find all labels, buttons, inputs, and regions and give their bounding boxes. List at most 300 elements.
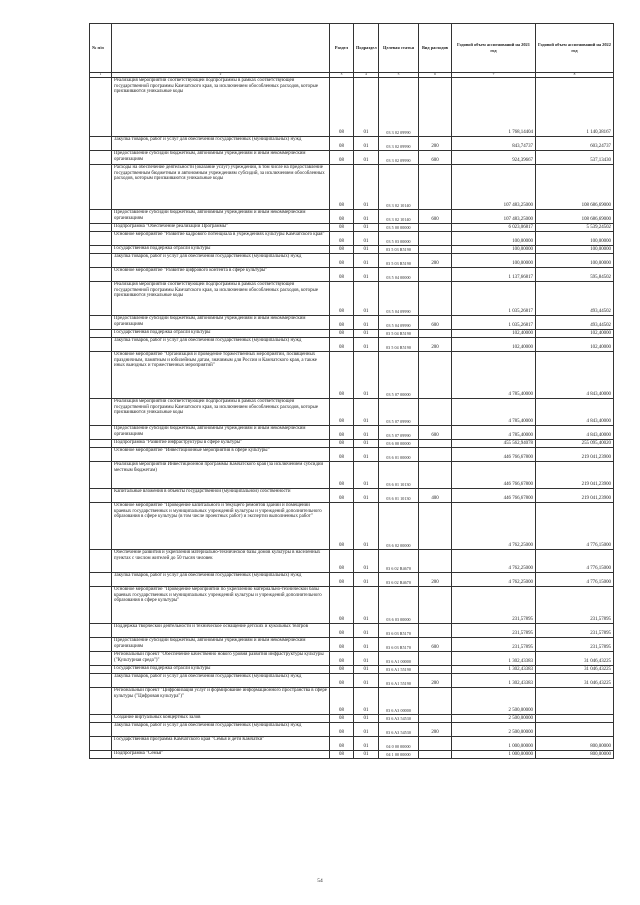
row-amount-2021: 1 302,43383 xyxy=(452,652,536,666)
column-number: 7 xyxy=(452,73,536,78)
table-row xyxy=(90,666,614,674)
row-razdel: 08 xyxy=(330,688,354,715)
row-amount-2021: 2 500,00000 xyxy=(452,723,536,737)
table-row xyxy=(90,573,614,587)
row-razdel: 08 xyxy=(330,254,354,268)
row-amount-2021: 455 562,94078 xyxy=(452,440,536,448)
row-amount-2021: 102,40000 xyxy=(452,338,536,352)
row-amount-2022: 603,24737 xyxy=(536,137,614,151)
row-num xyxy=(90,268,112,282)
row-name: Реализация мероприятий соответствующей подпрограммы в рамках соответствующей государственной программы Камчатского края, за исключением обособленных расходов, которые присваиваются уникальные коды xyxy=(112,399,330,426)
row-podrazdel: 01 xyxy=(354,550,379,573)
row-csr: 03 5 04 R5190 xyxy=(379,330,419,338)
header-razdel: Раздел xyxy=(330,24,354,73)
table-row xyxy=(90,210,614,224)
row-razdel: 08 xyxy=(330,587,354,624)
row-amount-2022: 4 843,40000 xyxy=(536,399,614,426)
row-amount-2022: 108 686,69000 xyxy=(536,165,614,210)
row-razdel: 08 xyxy=(330,165,354,210)
row-amount-2021: 1 035,26817 xyxy=(452,282,536,316)
row-csr: 03 5 07 00000 xyxy=(379,352,419,399)
row-csr: 03 6 A3 00000 xyxy=(379,688,419,715)
row-vr: 200 xyxy=(419,338,452,352)
row-vr xyxy=(419,232,452,246)
row-podrazdel: 01 xyxy=(354,232,379,246)
header-row xyxy=(90,24,614,73)
row-razdel: 08 xyxy=(330,151,354,165)
row-podrazdel: 01 xyxy=(354,723,379,737)
row-num xyxy=(90,254,112,268)
row-vr xyxy=(419,78,452,137)
row-amount-2022: 4 843,40000 xyxy=(536,426,614,440)
row-num xyxy=(90,151,112,165)
row-amount-2022: 231,57895 xyxy=(536,624,614,638)
row-amount-2021: 4 785,40000 xyxy=(452,426,536,440)
row-num xyxy=(90,338,112,352)
row-csr: 03 3 02 09990 xyxy=(379,137,419,151)
row-amount-2021: 231,57895 xyxy=(452,624,536,638)
table-row xyxy=(90,338,614,352)
table-row xyxy=(90,246,614,254)
row-podrazdel: 01 xyxy=(354,165,379,210)
row-name: Предоставление субсидий бюджетным, автономным учреждениям и иным некоммерческим организациям xyxy=(112,426,330,440)
row-csr: 03 3 02 10140 xyxy=(379,210,419,224)
row-amount-2021: 100,00000 xyxy=(452,246,536,254)
row-razdel: 08 xyxy=(330,448,354,462)
row-amount-2021: 102,40000 xyxy=(452,330,536,338)
table-row xyxy=(90,624,614,638)
row-amount-2022: 231,57895 xyxy=(536,587,614,624)
row-csr: 03 6 01 10130 xyxy=(379,489,419,503)
table-row xyxy=(90,751,614,759)
row-podrazdel: 01 xyxy=(354,715,379,723)
row-num xyxy=(90,78,112,137)
row-name: Подпрограмма "Семья" xyxy=(112,751,330,759)
row-amount-2021: 107 483,25000 xyxy=(452,165,536,210)
row-razdel: 08 xyxy=(330,426,354,440)
row-podrazdel: 01 xyxy=(354,652,379,666)
row-num xyxy=(90,715,112,723)
row-name: Предоставление субсидий бюджетным, автономным учреждениям и иным некоммерческим организациям xyxy=(112,210,330,224)
row-name: Основное мероприятие "Организация и проведение торжественных мероприятий, посвященных праздничным, памятным и юбилейным датам, значимым для России и Камчатского края, а также иных выездных и торжественных мероприятий" xyxy=(112,352,330,399)
header-2021: Годовой объем ассигнований на 2021 год xyxy=(452,24,536,73)
row-amount-2022: 255 095,40020 xyxy=(536,440,614,448)
row-name: Закупка товаров, работ и услуг для обеспечения государственных (муниципальных) нужд xyxy=(112,137,330,151)
row-num xyxy=(90,751,112,759)
row-num xyxy=(90,440,112,448)
table-row xyxy=(90,440,614,448)
row-name: Предоставление субсидий бюджетным, автономным учреждениям и иным некоммерческим организациям xyxy=(112,316,330,330)
row-csr: 03 6 02 R4670 xyxy=(379,550,419,573)
row-podrazdel: 01 xyxy=(354,751,379,759)
row-csr: 03 6 00 00000 xyxy=(379,440,419,448)
row-csr: 03 6 03 R5170 xyxy=(379,638,419,652)
row-amount-2022: 800,00000 xyxy=(536,751,614,759)
row-csr: 03 5 07 09990 xyxy=(379,426,419,440)
row-vr xyxy=(419,550,452,573)
row-amount-2022: 595,84502 xyxy=(536,268,614,282)
row-razdel: 08 xyxy=(330,224,354,232)
row-vr xyxy=(419,448,452,462)
row-name: Закупка товаров, работ и услуг для обеспечения государственных (муниципальных) нужд xyxy=(112,338,330,352)
row-amount-2022 xyxy=(536,688,614,715)
row-podrazdel: 01 xyxy=(354,573,379,587)
row-vr: 600 xyxy=(419,210,452,224)
row-amount-2021: 1 000,00000 xyxy=(452,751,536,759)
row-csr: 03 3 02 09990 xyxy=(379,151,419,165)
column-number: 4 xyxy=(354,73,379,78)
header-num: № п/п xyxy=(90,24,112,73)
table-row xyxy=(90,232,614,246)
row-podrazdel: 01 xyxy=(354,254,379,268)
row-podrazdel: 01 xyxy=(354,210,379,224)
column-number: 2 xyxy=(112,73,330,78)
row-razdel: 08 xyxy=(330,462,354,489)
row-amount-2022: 4 776,15000 xyxy=(536,503,614,550)
table-row xyxy=(90,638,614,652)
table-row xyxy=(90,268,614,282)
row-name: Основное мероприятие "Инвестиционные мероприятия в сфере культуры" xyxy=(112,448,330,462)
table-row xyxy=(90,282,614,316)
row-vr xyxy=(419,352,452,399)
row-num xyxy=(90,224,112,232)
table-row xyxy=(90,352,614,399)
row-vr xyxy=(419,330,452,338)
row-vr xyxy=(419,666,452,674)
column-number: 8 xyxy=(536,73,614,78)
row-csr: 03 6 03 00000 xyxy=(379,587,419,624)
row-num xyxy=(90,550,112,573)
row-num xyxy=(90,352,112,399)
row-podrazdel: 01 xyxy=(354,448,379,462)
row-csr: 03 6 A3 54530 xyxy=(379,723,419,737)
row-amount-2022: 5 539,24502 xyxy=(536,224,614,232)
table-row xyxy=(90,737,614,751)
table-row xyxy=(90,78,614,137)
row-amount-2022: 108 686,69000 xyxy=(536,210,614,224)
row-razdel: 08 xyxy=(330,715,354,723)
row-vr xyxy=(419,462,452,489)
row-amount-2022: 31 046,43225 xyxy=(536,666,614,674)
row-vr xyxy=(419,652,452,666)
row-vr: 200 xyxy=(419,573,452,587)
row-num xyxy=(90,282,112,316)
row-amount-2021: 924,39667 xyxy=(452,151,536,165)
row-name: Региональный проект "Обеспечение качественно нового уровня развития инфраструктуры культуры ("Культурная среда")" xyxy=(112,652,330,666)
page-number: 54 xyxy=(317,878,323,884)
row-podrazdel: 01 xyxy=(354,674,379,688)
row-amount-2022: 219 041,23900 xyxy=(536,448,614,462)
table-row xyxy=(90,652,614,666)
table-row xyxy=(90,399,614,426)
table-body xyxy=(90,78,614,759)
row-vr: 600 xyxy=(419,151,452,165)
row-amount-2022: 31 046,43225 xyxy=(536,674,614,688)
row-num xyxy=(90,624,112,638)
row-num xyxy=(90,448,112,462)
row-num xyxy=(90,587,112,624)
table-row xyxy=(90,151,614,165)
row-csr: 03 6 01 10130 xyxy=(379,462,419,489)
row-amount-2021: 107 483,25000 xyxy=(452,210,536,224)
row-razdel: 08 xyxy=(330,652,354,666)
row-csr: 03 5 03 R5190 xyxy=(379,246,419,254)
row-amount-2021: 446 766,67800 xyxy=(452,448,536,462)
row-name: Предоставление субсидий бюджетным, автономным учреждениям и иным некоммерческим организациям xyxy=(112,151,330,165)
table-row xyxy=(90,462,614,489)
row-podrazdel: 01 xyxy=(354,268,379,282)
row-amount-2022: 100,00000 xyxy=(536,254,614,268)
row-vr xyxy=(419,737,452,751)
row-vr: 200 xyxy=(419,254,452,268)
row-razdel: 08 xyxy=(330,440,354,448)
row-podrazdel: 01 xyxy=(354,737,379,751)
row-name: Расходы на обеспечение деятельности (оказание услуг) учреждений, в том числе на предоставление государственным бюджетным и автономным учреждениям субсидий, за исключением обособленных расходов, которым присваиваются уникальные коды xyxy=(112,165,330,210)
row-name: Подпрограмма "Обеспечение реализации Программы" xyxy=(112,224,330,232)
row-name: Закупка товаров, работ и услуг для обеспечения государственных (муниципальных) нужд xyxy=(112,674,330,688)
row-razdel: 08 xyxy=(330,246,354,254)
row-name: Государственная поддержка отрасли культуры xyxy=(112,246,330,254)
row-csr: 03 5 07 09990 xyxy=(379,399,419,426)
row-csr: 03 6 A1 00000 xyxy=(379,652,419,666)
row-name: Поддержка творческой деятельности и техническое оснащение детских и кукольных театров xyxy=(112,624,330,638)
header-2022: Годовой объем ассигнований на 2022 год xyxy=(536,24,614,73)
row-amount-2022: 219 041,23900 xyxy=(536,462,614,489)
row-num xyxy=(90,489,112,503)
row-amount-2021: 4 762,25000 xyxy=(452,550,536,573)
row-razdel: 08 xyxy=(330,210,354,224)
row-podrazdel: 01 xyxy=(354,688,379,715)
row-vr xyxy=(419,624,452,638)
row-num xyxy=(90,246,112,254)
row-amount-2022 xyxy=(536,723,614,737)
row-podrazdel: 01 xyxy=(354,587,379,624)
row-podrazdel: 01 xyxy=(354,246,379,254)
row-vr xyxy=(419,751,452,759)
table-row xyxy=(90,587,614,624)
row-vr: 400 xyxy=(419,489,452,503)
row-amount-2021: 6 023,06817 xyxy=(452,224,536,232)
row-num xyxy=(90,330,112,338)
row-podrazdel: 01 xyxy=(354,282,379,316)
row-vr: 200 xyxy=(419,674,452,688)
row-num xyxy=(90,723,112,737)
row-vr xyxy=(419,246,452,254)
row-num xyxy=(90,652,112,666)
row-name: Закупка товаров, работ и услуг для обеспечения государственных (муниципальных) нужд xyxy=(112,723,330,737)
row-podrazdel: 01 xyxy=(354,462,379,489)
row-name: Государственная программа Камчатского края "Семья и дети Камчатки" xyxy=(112,737,330,751)
column-number: 1 xyxy=(90,73,112,78)
row-name: Государственная поддержка отрасли культуры xyxy=(112,666,330,674)
row-num xyxy=(90,232,112,246)
row-razdel: 08 xyxy=(330,282,354,316)
row-razdel: 08 xyxy=(330,316,354,330)
row-amount-2021: 843,74737 xyxy=(452,137,536,151)
row-podrazdel: 01 xyxy=(354,78,379,137)
row-amount-2021: 4 785,40000 xyxy=(452,352,536,399)
row-vr xyxy=(419,268,452,282)
row-num xyxy=(90,737,112,751)
row-amount-2021: 446 766,67800 xyxy=(452,462,536,489)
row-num xyxy=(90,674,112,688)
row-csr: 03 5 04 09990 xyxy=(379,282,419,316)
row-podrazdel: 01 xyxy=(354,338,379,352)
row-razdel: 08 xyxy=(330,352,354,399)
row-amount-2021: 1 768,14404 xyxy=(452,78,536,137)
row-name: Подпрограмма "Развитие инфраструктуры в сфере культуры" xyxy=(112,440,330,448)
row-amount-2022: 31 046,43225 xyxy=(536,652,614,666)
row-amount-2022: 4 776,15000 xyxy=(536,550,614,573)
row-num xyxy=(90,165,112,210)
row-razdel: 08 xyxy=(330,137,354,151)
row-num xyxy=(90,137,112,151)
row-razdel: 08 xyxy=(330,268,354,282)
row-amount-2022: 100,00000 xyxy=(536,232,614,246)
row-name: Закупка товаров, работ и услуг для обеспечения государственных (муниципальных) нужд xyxy=(112,573,330,587)
row-podrazdel: 01 xyxy=(354,330,379,338)
row-vr xyxy=(419,282,452,316)
row-vr: 600 xyxy=(419,316,452,330)
row-razdel: 08 xyxy=(330,503,354,550)
row-podrazdel: 01 xyxy=(354,137,379,151)
row-name: Создание виртуальных концертных залов xyxy=(112,715,330,723)
row-amount-2021: 1 137,66817 xyxy=(452,268,536,282)
row-csr: 03 6 02 00000 xyxy=(379,503,419,550)
row-amount-2021: 446 766,67800 xyxy=(452,489,536,503)
row-podrazdel: 01 xyxy=(354,624,379,638)
row-num xyxy=(90,399,112,426)
row-vr: 600 xyxy=(419,638,452,652)
row-amount-2021: 1 000,00000 xyxy=(452,737,536,751)
row-csr: 03 3 02 10140 xyxy=(379,165,419,210)
table-row xyxy=(90,330,614,338)
row-csr: 03 5 00 00000 xyxy=(379,224,419,232)
row-razdel: 08 xyxy=(330,550,354,573)
table-row xyxy=(90,165,614,210)
row-name: Капитальные вложения в объекты государственной (муниципальной) собственности xyxy=(112,489,330,503)
table-row xyxy=(90,137,614,151)
table-row xyxy=(90,674,614,688)
row-csr: 03 6 02 R4670 xyxy=(379,573,419,587)
row-amount-2022: 219 041,23900 xyxy=(536,489,614,503)
row-csr: 03 5 04 00000 xyxy=(379,268,419,282)
row-podrazdel: 01 xyxy=(354,316,379,330)
row-csr: 03 5 04 09990 xyxy=(379,316,419,330)
row-num xyxy=(90,666,112,674)
row-csr: 04 0 00 00000 xyxy=(379,737,419,751)
row-csr: 03 6 01 00000 xyxy=(379,448,419,462)
row-vr xyxy=(419,224,452,232)
row-csr: 03 6 A1 55190 xyxy=(379,674,419,688)
row-num xyxy=(90,210,112,224)
row-amount-2021: 100,00000 xyxy=(452,254,536,268)
table-row xyxy=(90,503,614,550)
row-vr: 200 xyxy=(419,723,452,737)
row-amount-2022: 493,44502 xyxy=(536,316,614,330)
row-amount-2022: 102,40000 xyxy=(536,330,614,338)
column-number: 5 xyxy=(379,73,419,78)
row-vr xyxy=(419,440,452,448)
table-row xyxy=(90,448,614,462)
row-podrazdel: 01 xyxy=(354,489,379,503)
table-row xyxy=(90,254,614,268)
row-podrazdel: 01 xyxy=(354,440,379,448)
row-amount-2022: 4 776,15000 xyxy=(536,573,614,587)
table-row xyxy=(90,316,614,330)
row-num xyxy=(90,316,112,330)
row-amount-2021: 4 762,25000 xyxy=(452,503,536,550)
row-razdel: 08 xyxy=(330,232,354,246)
header-vr: Вид расходов xyxy=(419,24,452,73)
row-vr: 600 xyxy=(419,426,452,440)
row-podrazdel: 01 xyxy=(354,426,379,440)
row-vr xyxy=(419,503,452,550)
row-csr: 03 5 03 R5190 xyxy=(379,254,419,268)
row-name: Предоставление субсидий бюджетным, автономным учреждениям и иным некоммерческим организациям xyxy=(112,638,330,652)
row-csr: 04 1 00 00000 xyxy=(379,751,419,759)
row-num xyxy=(90,638,112,652)
row-num xyxy=(90,688,112,715)
row-amount-2022: 800,00000 xyxy=(536,737,614,751)
row-name: Реализация мероприятий соответствующей подпрограммы в рамках соответствующей государственной программы Камчатского края, за исключением обособленных расходов, которые присваиваются уникальные коды xyxy=(112,282,330,316)
row-vr xyxy=(419,399,452,426)
row-podrazdel: 01 xyxy=(354,399,379,426)
row-razdel: 08 xyxy=(330,666,354,674)
row-podrazdel: 01 xyxy=(354,666,379,674)
row-amount-2021: 231,57895 xyxy=(452,638,536,652)
row-name: Основное мероприятие "Развитие цифрового контента в сфере культуры" xyxy=(112,268,330,282)
row-razdel: 08 xyxy=(330,751,354,759)
row-num xyxy=(90,426,112,440)
row-podrazdel: 01 xyxy=(354,151,379,165)
table-row xyxy=(90,715,614,723)
row-amount-2022: 493,44502 xyxy=(536,282,614,316)
row-amount-2021: 4 762,25000 xyxy=(452,573,536,587)
row-razdel: 08 xyxy=(330,399,354,426)
row-podrazdel: 01 xyxy=(354,503,379,550)
row-razdel: 08 xyxy=(330,78,354,137)
row-amount-2022: 231,57895 xyxy=(536,638,614,652)
row-name: Основное мероприятие "Проведение капитального и текущего ремонтов зданий и помещений краевых государственных и муниципальных учреждений культуры и учреждений дополнительного образования в сфере культуры (в том числе проектных работ) и экспертиз выполненных работ" xyxy=(112,503,330,550)
table-row xyxy=(90,426,614,440)
row-name: Закупка товаров, работ и услуг для обеспечения государственных (муниципальных) нужд xyxy=(112,254,330,268)
header-name xyxy=(112,24,330,73)
row-razdel: 08 xyxy=(330,674,354,688)
row-num xyxy=(90,503,112,550)
row-csr: 03 6 A1 55190 xyxy=(379,666,419,674)
row-vr xyxy=(419,165,452,210)
row-num xyxy=(90,462,112,489)
row-vr xyxy=(419,715,452,723)
row-amount-2021: 2 500,00000 xyxy=(452,715,536,723)
row-name: Обеспечение развития и укрепления материально-технической базы домов культуры в населенных пунктах с числом жителей до 50 тысяч человек xyxy=(112,550,330,573)
row-razdel: 08 xyxy=(330,573,354,587)
row-amount-2021: 1 302,43383 xyxy=(452,674,536,688)
table-row xyxy=(90,489,614,503)
row-amount-2021: 4 785,40000 xyxy=(452,399,536,426)
row-razdel: 08 xyxy=(330,737,354,751)
row-amount-2022: 1 140,38167 xyxy=(536,78,614,137)
row-csr: 03 3 02 09990 xyxy=(379,78,419,137)
row-name: Государственная поддержка отрасли культуры xyxy=(112,330,330,338)
row-name: Реализация мероприятий Инвестиционной программы Камчатского края (за исключением субсидий местным бюджетам) xyxy=(112,462,330,489)
row-amount-2022: 102,40000 xyxy=(536,338,614,352)
row-razdel: 08 xyxy=(330,624,354,638)
row-podrazdel: 01 xyxy=(354,224,379,232)
row-amount-2022 xyxy=(536,715,614,723)
row-csr: 03 5 03 00000 xyxy=(379,232,419,246)
